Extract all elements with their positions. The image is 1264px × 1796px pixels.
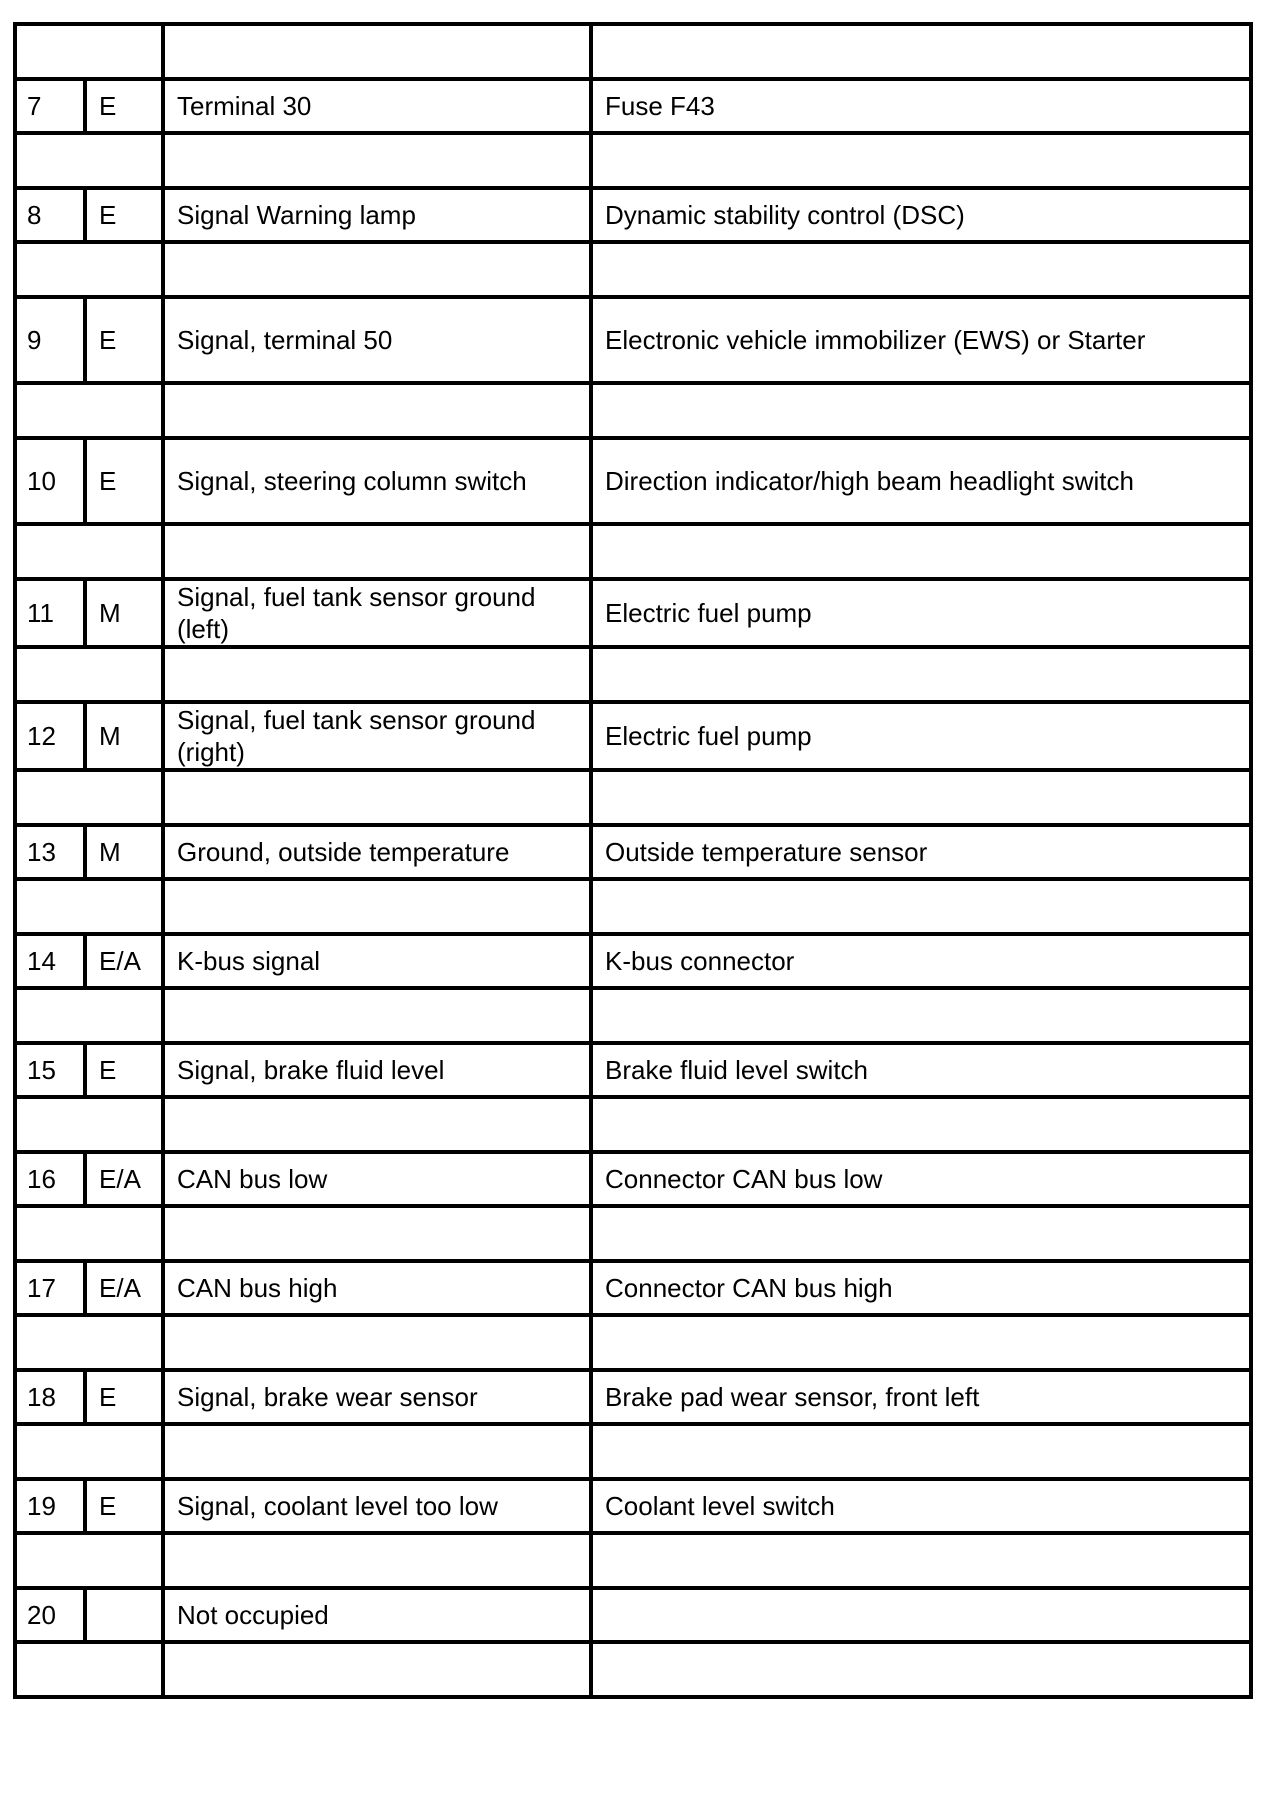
- table-row: [15, 579, 1251, 647]
- spacer-cell: [591, 383, 1251, 438]
- spacer-cell: [15, 988, 163, 1043]
- spacer-cell: [591, 1424, 1251, 1479]
- table-row: [15, 438, 1251, 524]
- connection-cell: Brake fluid level switch: [591, 1043, 1251, 1097]
- spacer-cell: [15, 383, 163, 438]
- spacer-cell: [163, 242, 591, 297]
- type-cell: E/A: [85, 1261, 163, 1315]
- type-cell: E: [85, 297, 163, 383]
- pin-cell: 18: [15, 1370, 85, 1424]
- spacer-row: [15, 1642, 1251, 1697]
- description-cell: K-bus signal: [163, 934, 591, 988]
- spacer-cell: [591, 524, 1251, 579]
- connection-cell: Dynamic stability control (DSC): [591, 188, 1251, 242]
- table-row: [15, 702, 1251, 770]
- spacer-row: [15, 383, 1251, 438]
- spacer-cell: [591, 1315, 1251, 1370]
- spacer-row: [15, 1206, 1251, 1261]
- spacer-row: [15, 770, 1251, 825]
- spacer-cell: [591, 1097, 1251, 1152]
- description-cell: Not occupied: [163, 1588, 591, 1642]
- pin-cell: 9: [15, 297, 85, 383]
- type-cell: E: [85, 1370, 163, 1424]
- spacer-cell: [163, 770, 591, 825]
- spacer-cell: [163, 383, 591, 438]
- table-row: [15, 1043, 1251, 1097]
- connection-cell: Fuse F43: [591, 79, 1251, 133]
- table-row: [15, 1370, 1251, 1424]
- spacer-cell: [15, 133, 163, 188]
- spacer-cell: [163, 1424, 591, 1479]
- spacer-row: [15, 1097, 1251, 1152]
- connection-cell: Connector CAN bus low: [591, 1152, 1251, 1206]
- connection-cell: Brake pad wear sensor, front left: [591, 1370, 1251, 1424]
- spacer-cell: [15, 1642, 163, 1697]
- spacer-row: [15, 24, 1251, 79]
- spacer-row: [15, 879, 1251, 934]
- spacer-row: [15, 242, 1251, 297]
- spacer-cell: [163, 1315, 591, 1370]
- spacer-row: [15, 1315, 1251, 1370]
- spacer-cell: [591, 1206, 1251, 1261]
- spacer-cell: [591, 242, 1251, 297]
- table-row: [15, 297, 1251, 383]
- connection-cell: Outside temperature sensor: [591, 825, 1251, 879]
- table-row: [15, 1261, 1251, 1315]
- description-cell: Signal, fuel tank sensor ground (right): [163, 702, 591, 770]
- description-cell: Signal, terminal 50: [163, 297, 591, 383]
- spacer-cell: [591, 647, 1251, 702]
- spacer-cell: [163, 1206, 591, 1261]
- type-cell: M: [85, 579, 163, 647]
- spacer-row: [15, 988, 1251, 1043]
- connection-cell: K-bus connector: [591, 934, 1251, 988]
- spacer-cell: [591, 133, 1251, 188]
- spacer-cell: [15, 1206, 163, 1261]
- type-cell: E: [85, 1479, 163, 1533]
- spacer-cell: [15, 1315, 163, 1370]
- type-cell: M: [85, 825, 163, 879]
- table-row: [15, 934, 1251, 988]
- pin-cell: 14: [15, 934, 85, 988]
- description-cell: Terminal 30: [163, 79, 591, 133]
- pin-cell: 7: [15, 79, 85, 133]
- spacer-cell: [591, 879, 1251, 934]
- spacer-row: [15, 1424, 1251, 1479]
- spacer-cell: [591, 24, 1251, 79]
- pin-cell: 19: [15, 1479, 85, 1533]
- pin-cell: 15: [15, 1043, 85, 1097]
- pin-cell: 10: [15, 438, 85, 524]
- spacer-cell: [163, 24, 591, 79]
- spacer-cell: [15, 24, 163, 79]
- spacer-cell: [15, 1533, 163, 1588]
- spacer-cell: [163, 1533, 591, 1588]
- spacer-row: [15, 524, 1251, 579]
- description-cell: Signal, brake fluid level: [163, 1043, 591, 1097]
- pin-table-body: [15, 24, 1251, 1697]
- pin-cell: 11: [15, 579, 85, 647]
- connection-cell: Electric fuel pump: [591, 702, 1251, 770]
- connection-cell: Electronic vehicle immobilizer (EWS) or Starter: [591, 297, 1251, 383]
- pin-cell: 12: [15, 702, 85, 770]
- table-row: [15, 188, 1251, 242]
- spacer-cell: [163, 1642, 591, 1697]
- pin-cell: 8: [15, 188, 85, 242]
- description-cell: CAN bus high: [163, 1261, 591, 1315]
- spacer-cell: [591, 1533, 1251, 1588]
- spacer-row: [15, 647, 1251, 702]
- type-cell: E/A: [85, 1152, 163, 1206]
- spacer-row: [15, 1533, 1251, 1588]
- spacer-row: [15, 133, 1251, 188]
- spacer-cell: [163, 879, 591, 934]
- description-cell: Signal, brake wear sensor: [163, 1370, 591, 1424]
- type-cell: E: [85, 1043, 163, 1097]
- connection-cell: Electric fuel pump: [591, 579, 1251, 647]
- type-cell: E/A: [85, 934, 163, 988]
- spacer-cell: [591, 988, 1251, 1043]
- table-row: [15, 1479, 1251, 1533]
- pin-cell: 16: [15, 1152, 85, 1206]
- description-cell: CAN bus low: [163, 1152, 591, 1206]
- type-cell: [85, 1588, 163, 1642]
- spacer-cell: [163, 133, 591, 188]
- pin-assignment-table: [13, 22, 1253, 1699]
- spacer-cell: [15, 770, 163, 825]
- spacer-cell: [15, 1424, 163, 1479]
- spacer-cell: [591, 1642, 1251, 1697]
- type-cell: M: [85, 702, 163, 770]
- description-cell: Ground, outside temperature: [163, 825, 591, 879]
- description-cell: Signal Warning lamp: [163, 188, 591, 242]
- spacer-cell: [15, 524, 163, 579]
- pin-cell: 20: [15, 1588, 85, 1642]
- table-row: [15, 1152, 1251, 1206]
- connection-cell: Coolant level switch: [591, 1479, 1251, 1533]
- spacer-cell: [15, 1097, 163, 1152]
- table-row: [15, 79, 1251, 133]
- description-cell: Signal, steering column switch: [163, 438, 591, 524]
- connection-cell: Connector CAN bus high: [591, 1261, 1251, 1315]
- table-row: [15, 825, 1251, 879]
- spacer-cell: [163, 524, 591, 579]
- spacer-cell: [15, 242, 163, 297]
- spacer-cell: [163, 988, 591, 1043]
- table-row: [15, 1588, 1251, 1642]
- connection-cell: Direction indicator/high beam headlight switch: [591, 438, 1251, 524]
- type-cell: E: [85, 438, 163, 524]
- spacer-cell: [15, 879, 163, 934]
- description-cell: Signal, coolant level too low: [163, 1479, 591, 1533]
- spacer-cell: [163, 1097, 591, 1152]
- type-cell: E: [85, 188, 163, 242]
- pin-cell: 13: [15, 825, 85, 879]
- connection-cell: [591, 1588, 1251, 1642]
- spacer-cell: [163, 647, 591, 702]
- pin-cell: 17: [15, 1261, 85, 1315]
- description-cell: Signal, fuel tank sensor ground (left): [163, 579, 591, 647]
- spacer-cell: [15, 647, 163, 702]
- type-cell: E: [85, 79, 163, 133]
- spacer-cell: [591, 770, 1251, 825]
